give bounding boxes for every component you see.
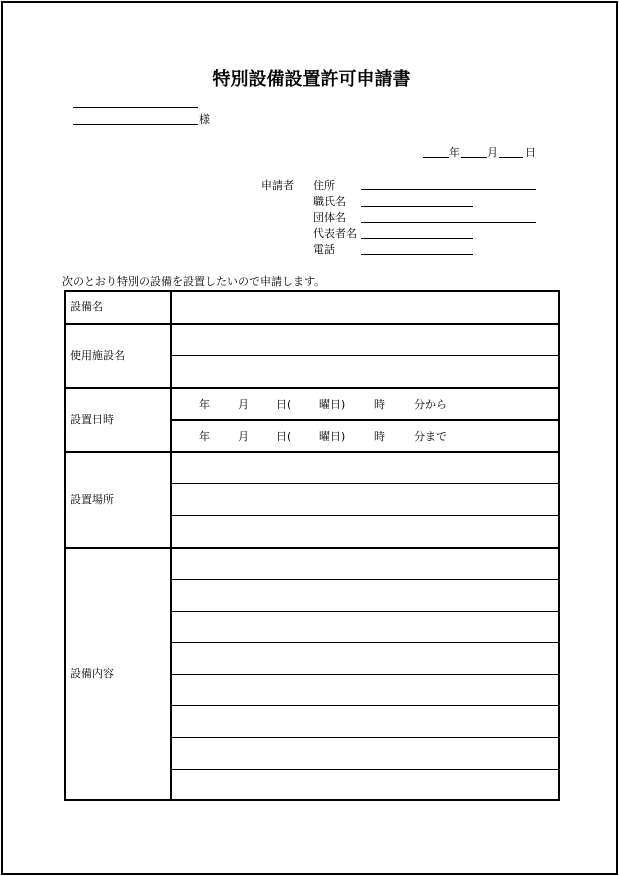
content-row-line xyxy=(172,769,558,770)
application-table xyxy=(64,290,560,801)
install-place-label: 設置場所 xyxy=(70,493,114,506)
equipment-name-label: 設備名 xyxy=(70,300,103,313)
start-weekday: 曜日) xyxy=(319,398,346,411)
addressee-line-2[interactable] xyxy=(73,124,198,125)
place-row-line xyxy=(172,483,558,484)
address-line[interactable] xyxy=(361,189,536,190)
content-row-line xyxy=(172,737,558,738)
phone-line[interactable] xyxy=(361,254,473,255)
intro-text: 次のとおり特別の設備を設置したいので申請します。 xyxy=(62,275,326,288)
start-hour: 時 xyxy=(374,398,385,411)
install-datetime-label: 設置日時 xyxy=(70,413,114,426)
column-divider xyxy=(170,453,172,547)
column-divider xyxy=(170,325,172,387)
applicant-field-organization: 団体名 xyxy=(313,211,346,224)
end-month: 月 xyxy=(238,430,249,443)
section-equipment-content xyxy=(66,547,558,799)
end-day: 日( xyxy=(276,430,292,443)
applicant-field-representative: 代表者名 xyxy=(313,227,357,240)
datetime-row-line xyxy=(172,419,558,421)
date-day-label: 日 xyxy=(525,146,536,159)
section-install-datetime xyxy=(66,387,558,451)
application-form-page xyxy=(1,1,618,875)
date-year-blank[interactable] xyxy=(423,157,449,158)
start-month: 月 xyxy=(238,398,249,411)
equipment-content-label: 設備内容 xyxy=(70,667,114,680)
content-row-line xyxy=(172,579,558,580)
date-year-label: 年 xyxy=(449,146,460,159)
end-year: 年 xyxy=(199,430,210,443)
applicant-label: 申請者 xyxy=(261,179,294,192)
column-divider xyxy=(170,292,172,323)
place-row-line xyxy=(172,515,558,516)
section-equipment-name xyxy=(66,292,558,323)
title-name-line[interactable] xyxy=(361,206,473,207)
end-minute: 分まで xyxy=(414,430,447,443)
addressee-honorific: 様 xyxy=(199,113,210,126)
section-install-place xyxy=(66,451,558,547)
representative-line[interactable] xyxy=(361,238,473,239)
facility-row-line xyxy=(172,355,558,356)
content-row-line xyxy=(172,674,558,675)
date-day-blank[interactable] xyxy=(499,157,523,158)
date-month-blank[interactable] xyxy=(461,157,487,158)
end-hour: 時 xyxy=(374,430,385,443)
applicant-field-phone: 電話 xyxy=(313,243,335,256)
applicant-field-address: 住所 xyxy=(313,179,335,192)
date-month-label: 月 xyxy=(487,146,498,159)
organization-line[interactable] xyxy=(361,222,536,223)
addressee-line-1[interactable] xyxy=(73,107,198,108)
content-row-line xyxy=(172,705,558,706)
content-row-line xyxy=(172,642,558,643)
start-day: 日( xyxy=(276,398,292,411)
applicant-field-title-name: 職氏名 xyxy=(313,195,346,208)
start-minute: 分から xyxy=(414,398,447,411)
content-row-line xyxy=(172,611,558,612)
form-title: 特別設備設置許可申請書 xyxy=(212,69,411,90)
end-weekday: 曜日) xyxy=(319,430,346,443)
start-year: 年 xyxy=(199,398,210,411)
facility-name-label: 使用施設名 xyxy=(70,349,125,362)
section-facility-name xyxy=(66,323,558,387)
